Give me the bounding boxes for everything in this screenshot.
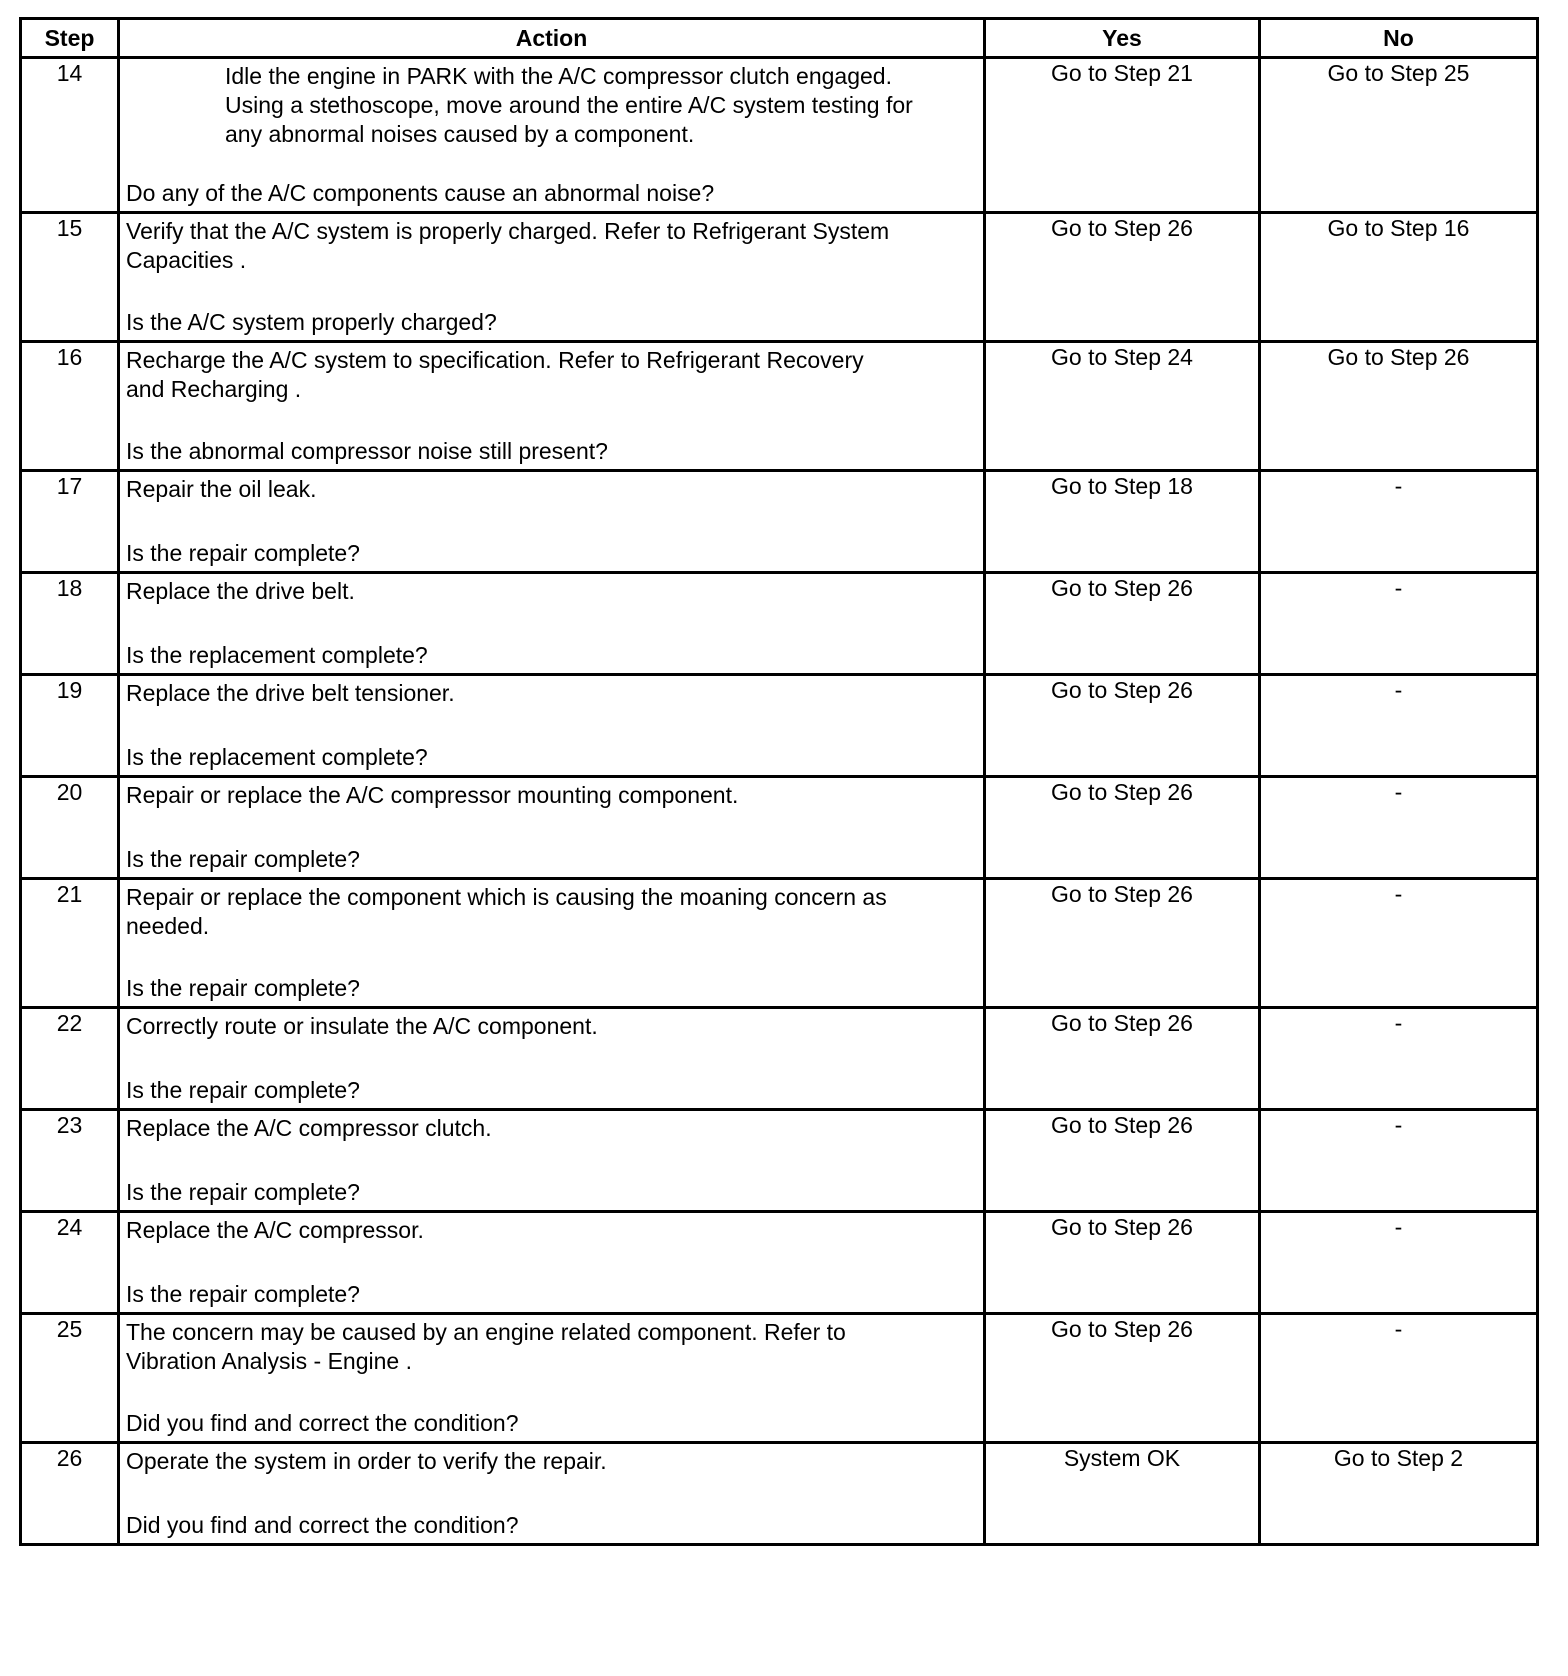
yes-result: Go to Step 26: [985, 1314, 1260, 1443]
action-question: Is the repair complete?: [126, 1077, 360, 1103]
yes-result: Go to Step 18: [985, 471, 1260, 573]
action-question: Is the abnormal compressor noise still present?: [126, 438, 608, 464]
no-result: -: [1260, 1212, 1538, 1314]
action-cell: [119, 342, 985, 471]
table-row: [21, 342, 1538, 471]
table-row: [21, 1314, 1538, 1443]
action-cell: [119, 471, 985, 573]
no-result: -: [1260, 1314, 1538, 1443]
action-question: Did you find and correct the condition?: [126, 1512, 519, 1538]
action-instruction: Repair the oil leak.: [126, 476, 317, 502]
action-cell: [119, 1443, 985, 1545]
step-number: 21: [21, 879, 119, 1008]
header-action: Action: [119, 19, 985, 58]
action-cell: [119, 879, 985, 1008]
action-cell: [119, 573, 985, 675]
header-step: Step: [21, 19, 119, 58]
yes-result: Go to Step 26: [985, 675, 1260, 777]
no-result: -: [1260, 777, 1538, 879]
table-row: [21, 213, 1538, 342]
step-number: 23: [21, 1110, 119, 1212]
action-instruction: Repair or replace the component which is causing the moaning concern as needed.: [126, 884, 887, 939]
no-result: Go to Step 25: [1260, 58, 1538, 213]
action-question: Is the A/C system properly charged?: [126, 309, 497, 335]
no-result: -: [1260, 471, 1538, 573]
yes-result: Go to Step 21: [985, 58, 1260, 213]
table-row: [21, 1110, 1538, 1212]
header-yes: Yes: [985, 19, 1260, 58]
yes-result: Go to Step 26: [985, 213, 1260, 342]
action-cell: [119, 777, 985, 879]
action-cell: [119, 1110, 985, 1212]
action-cell: [119, 1314, 985, 1443]
yes-result: Go to Step 26: [985, 1212, 1260, 1314]
step-number: 16: [21, 342, 119, 471]
no-result: -: [1260, 1110, 1538, 1212]
diagnostic-table: [19, 17, 1539, 1546]
action-question: Is the repair complete?: [126, 1281, 360, 1307]
step-number: 14: [21, 58, 119, 213]
step-number: 26: [21, 1443, 119, 1545]
no-result: Go to Step 26: [1260, 342, 1538, 471]
action-question: Is the repair complete?: [126, 846, 360, 872]
no-result: -: [1260, 1008, 1538, 1110]
action-instruction: Operate the system in order to verify the repair.: [126, 1448, 607, 1474]
action-instruction: Recharge the A/C system to specification. Refer to Refrigerant Recovery and Recharging .: [126, 347, 864, 402]
table-row: [21, 1212, 1538, 1314]
action-instruction: Verify that the A/C system is properly charged. Refer to Refrigerant System Capacities .: [126, 218, 890, 273]
step-number: 24: [21, 1212, 119, 1314]
table-row: [21, 58, 1538, 213]
no-result: -: [1260, 675, 1538, 777]
no-result: Go to Step 16: [1260, 213, 1538, 342]
header-row: [21, 19, 1538, 58]
yes-result: Go to Step 26: [985, 777, 1260, 879]
action-instruction: Replace the drive belt.: [126, 578, 355, 604]
action-question: Did you find and correct the condition?: [126, 1410, 519, 1436]
action-instruction: Correctly route or insulate the A/C component.: [126, 1013, 598, 1039]
table-row: [21, 573, 1538, 675]
table-row: [21, 1008, 1538, 1110]
no-result: -: [1260, 879, 1538, 1008]
action-cell: [119, 58, 985, 213]
yes-result: Go to Step 26: [985, 1008, 1260, 1110]
action-instruction: Replace the drive belt tensioner.: [126, 680, 455, 706]
no-result: -: [1260, 573, 1538, 675]
action-instruction: Replace the A/C compressor clutch.: [126, 1115, 492, 1141]
table-row: [21, 471, 1538, 573]
yes-result: Go to Step 26: [985, 1110, 1260, 1212]
action-question: Is the replacement complete?: [126, 744, 428, 770]
yes-result: Go to Step 26: [985, 879, 1260, 1008]
yes-result: Go to Step 24: [985, 342, 1260, 471]
table-row: [21, 675, 1538, 777]
table-row: [21, 777, 1538, 879]
action-cell: [119, 213, 985, 342]
action-instruction: Repair or replace the A/C compressor mounting component.: [126, 782, 739, 808]
step-number: 18: [21, 573, 119, 675]
header-no: No: [1260, 19, 1538, 58]
step-number: 22: [21, 1008, 119, 1110]
yes-result: Go to Step 26: [985, 573, 1260, 675]
action-instruction: Idle the engine in PARK with the A/C compressor clutch engaged. Using a stethoscope, move around the entire A/C system testing for any abnormal noises caused by a component.: [225, 63, 913, 147]
step-number: 19: [21, 675, 119, 777]
action-cell: [119, 675, 985, 777]
no-result: Go to Step 2: [1260, 1443, 1538, 1545]
table-row: [21, 879, 1538, 1008]
action-question: Is the repair complete?: [126, 975, 360, 1001]
action-question: Is the repair complete?: [126, 1179, 360, 1205]
action-question: Is the replacement complete?: [126, 642, 428, 668]
action-cell: [119, 1212, 985, 1314]
action-instruction: The concern may be caused by an engine related component. Refer to Vibration Analysis - Engine .: [126, 1319, 846, 1374]
step-number: 17: [21, 471, 119, 573]
step-number: 15: [21, 213, 119, 342]
action-question: Is the repair complete?: [126, 540, 360, 566]
action-cell: [119, 1008, 985, 1110]
step-number: 20: [21, 777, 119, 879]
table-row: [21, 1443, 1538, 1545]
step-number: 25: [21, 1314, 119, 1443]
action-instruction: Replace the A/C compressor.: [126, 1217, 424, 1243]
action-question: Do any of the A/C components cause an abnormal noise?: [126, 180, 715, 206]
yes-result: System OK: [985, 1443, 1260, 1545]
